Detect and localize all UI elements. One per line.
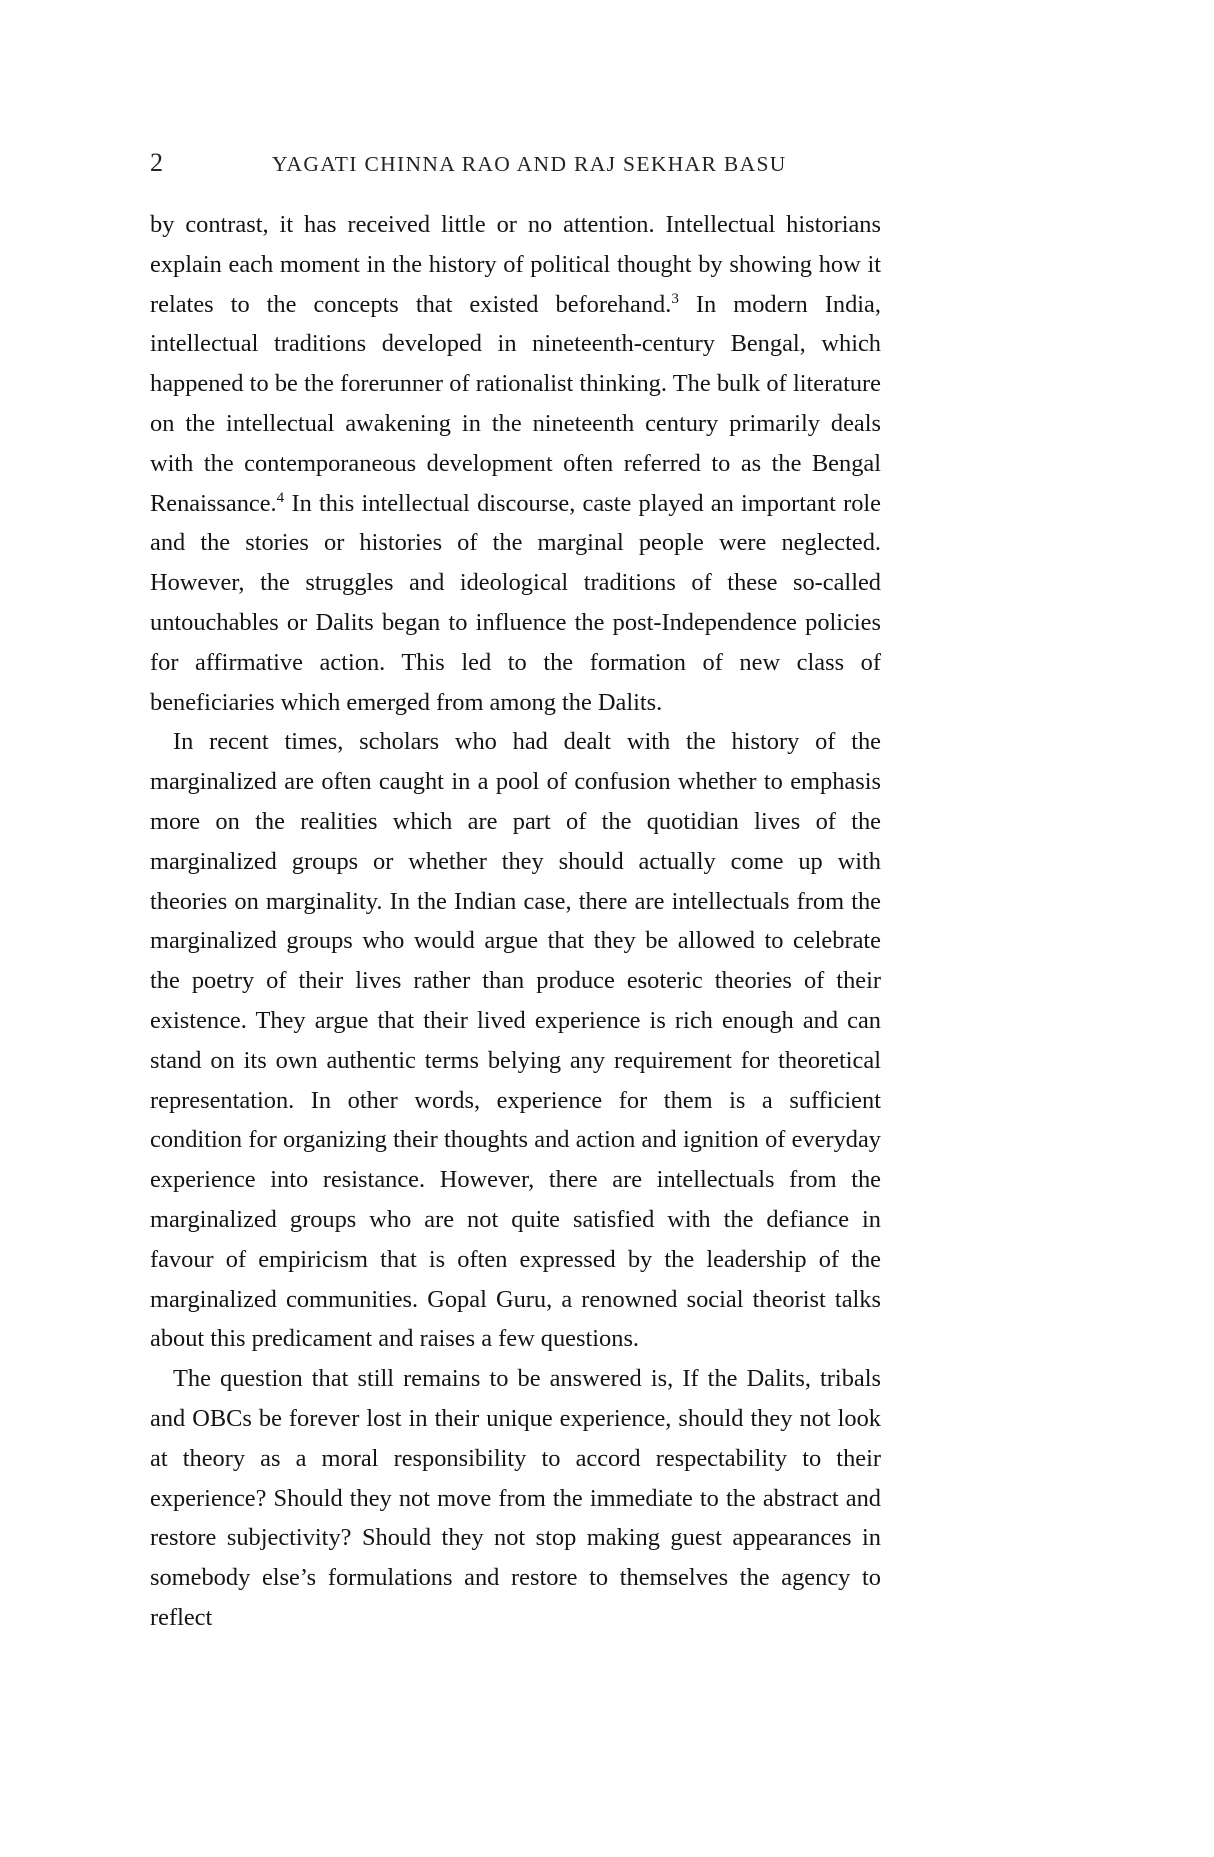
paragraph-2: In recent times, scholars who had dealt with the history of the marginalized are often caught in a pool of confusion whether to emphasis more on the realities which are part of the quotidian lives of the marginalized groups or whether they should actually come up with theories on marginality. In the Indian case, there are intellectuals from the marginalized groups who would argue that they be allowed to celebrate the poetry of their lives rather than produce esoteric theories of their existence. They argue that their lived experience is rich enough and can stand on its own authentic terms belying any requirement for theoretical representation. In other words, experience for them is a sufficient condition for organizing their thoughts and action and ignition of everyday experience into resistance. However, there are intellectuals from the marginalized groups who are not quite satisfied with the defiance in favour of empiricism that is often expressed by the leadership of the marginalized communities. Gopal Guru, a renowned social theorist talks about this predicament and raises a few questions. xyxy=(150,728,881,1353)
paragraph-1 xyxy=(150,205,881,722)
page-body xyxy=(150,205,881,1638)
footnote-marker-4[interactable]: 4 xyxy=(276,489,285,506)
footnote-marker-3[interactable]: 3 xyxy=(671,290,679,307)
paragraph-1-segment-a: by contrast, it has received little or no attention. Intellectual historians explain each moment in the history of political thought by showing how it relates to the concepts that existed beforehand. xyxy=(150,211,881,318)
running-header xyxy=(150,148,880,182)
page-number: 2 xyxy=(150,148,164,177)
paragraph-1-segment-c: In this intellectual discourse, caste played an important role and the stories or histories of the marginal people were neglected. However, the struggles and ideological traditions of these so-called untouchables or Dalits began to influence the post-Independence policies for affirmative action. This led to the formation of new class of beneficiaries which emerged from among the Dalits. xyxy=(150,489,881,716)
paragraph-3: The question that still remains to be answered is, If the Dalits, tribals and OBCs be forever lost in their unique experience, should they not look at theory as a moral responsibility to accord respectability to their experience? Should they not move from the immediate to the abstract and restore subjectivity? Should they not stop making guest appearances in somebody else’s formulations and restore to themselves the agency to reflect xyxy=(150,1365,881,1631)
paragraph-1-segment-b: In modern India, intellectual traditions developed in nineteenth-century Bengal, which happened to be the forerunner of rationalist thinking. The bulk of literature on the intellectual awakening in the nineteenth century primarily deals with the contemporaneous development often referred to as the Bengal Renaissance. xyxy=(150,290,881,517)
running-head-title: YAGATI CHINNA RAO AND RAJ SEKHAR BASU xyxy=(272,152,787,176)
